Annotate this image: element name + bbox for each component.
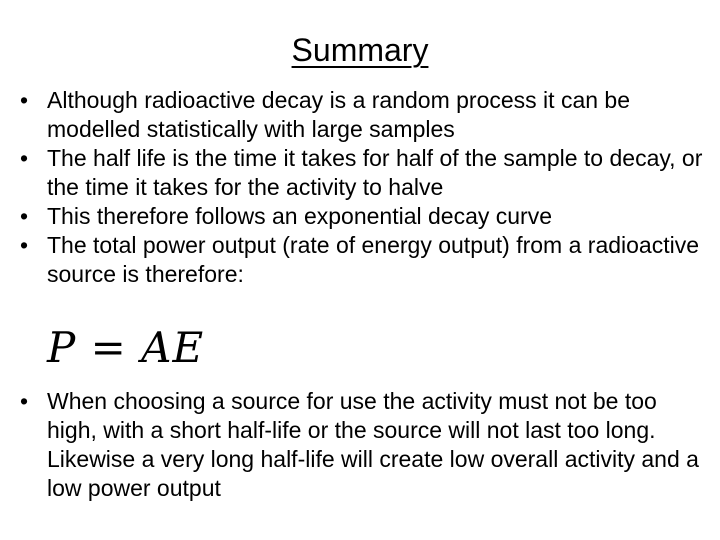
bullet-list-top (20, 86, 710, 289)
bullet-icon: • (20, 87, 29, 113)
bullet-item (20, 202, 710, 231)
bullet-item (20, 387, 710, 503)
slide-title (0, 28, 720, 72)
slide-title-text: Summary (291, 32, 429, 68)
bullet-list-bottom (20, 387, 710, 503)
bullet-item (20, 231, 710, 289)
bullet-item (20, 86, 710, 144)
bullet-text: The total power output (rate of energy output) from a radioactive source is therefore: (47, 232, 700, 287)
bullet-text: When choosing a source for use the activity must not be too high, with a short half-life or the source will not last too long. Likewise a very long half-life will create low overall activity and a low power output (47, 388, 699, 501)
bullet-icon: • (20, 203, 29, 229)
bullet-item (20, 144, 710, 202)
bullet-text: Although radioactive decay is a random process it can be modelled statistically with large samples (47, 87, 630, 142)
bullet-icon: • (20, 388, 29, 414)
power-formula: P = AE (47, 323, 205, 372)
bullet-text: The half life is the time it takes for half of the sample to decay, or the time it takes for the activity to halve (47, 145, 703, 200)
bullet-icon: • (20, 232, 29, 258)
bullet-icon: • (20, 145, 29, 171)
bullet-text: This therefore follows an exponential decay curve (47, 203, 553, 229)
